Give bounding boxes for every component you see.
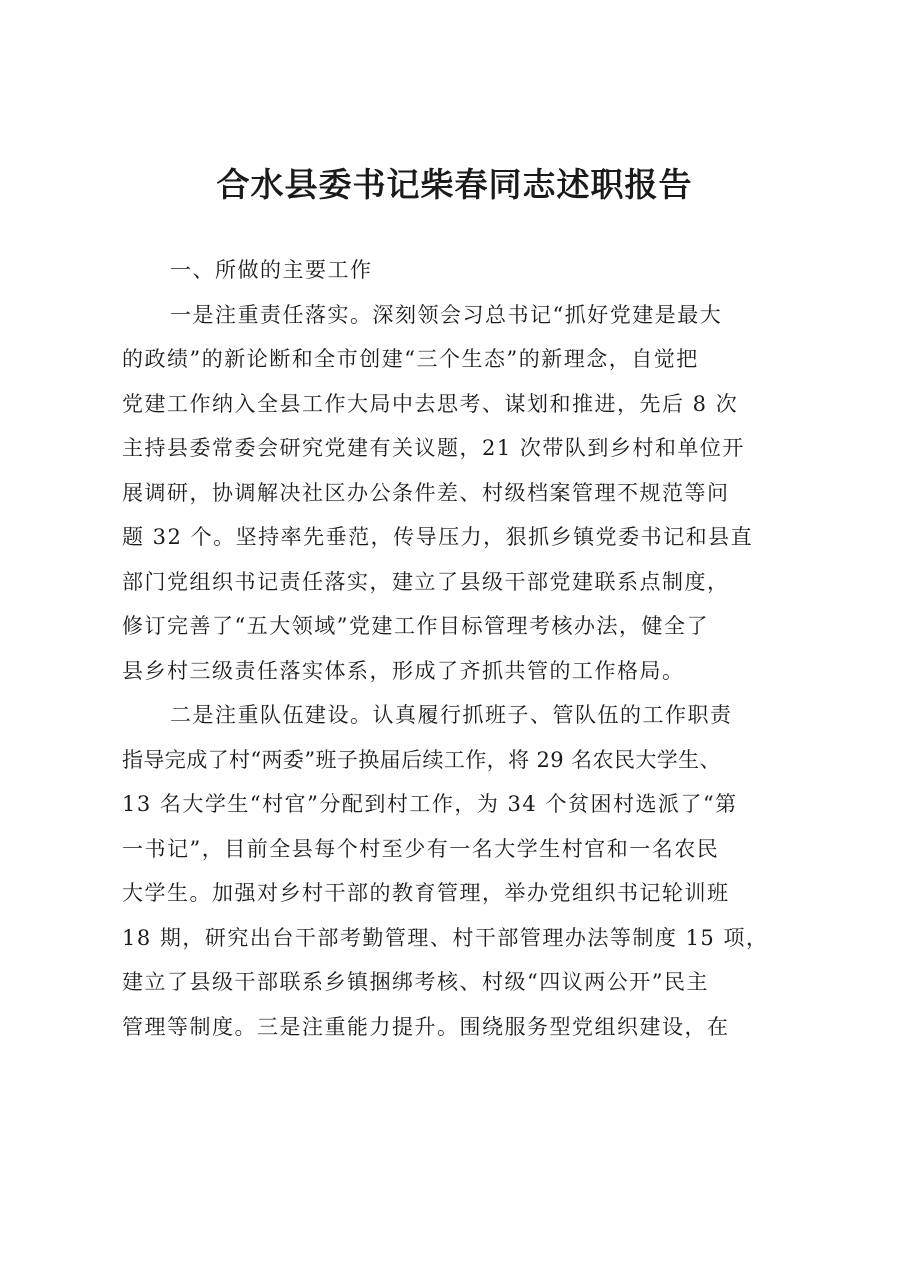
paragraph-line: 大学生。加强对乡村干部的教育管理，举办党组织书记轮训班 <box>122 881 730 905</box>
paragraph-line: 展调研，协调解决社区办公条件差、村级档案管理不规范等问 <box>122 480 730 505</box>
paragraph-line: 修订完善了“五大领域”党建工作目标管理考核办法，健全了 <box>122 614 709 638</box>
section-heading: 一、所做的主要工作 <box>170 258 373 282</box>
paragraph-line: 一是注重责任落实。深刻领会习总书记“抓好党建是最大 <box>170 302 723 327</box>
paragraph-line: 二是注重队伍建设。认真履行抓班子、管队伍的工作职责 <box>170 703 733 727</box>
paragraph-line: 管理等制度。三是注重能力提升。围绕服务型党组织建设，在 <box>122 1014 730 1039</box>
document-body <box>122 248 802 1049</box>
paragraph-line: 的政绩”的新论断和全市创建“三个生态”的新理念，自觉把 <box>122 347 699 371</box>
paragraph-line: 13 名大学生“村官”分配到村工作，为 34 个贫困村选派了“第 <box>122 792 738 816</box>
paragraph-line: 指导完成了村“两委”班子换届后续工作，将 29 名农民大学生、 <box>122 747 721 772</box>
document-title: 合水县委书记柴春同志述职报告 <box>216 165 693 204</box>
paragraph-line: 党建工作纳入全县工作大局中去思考、谋划和推进，先后 8 次 <box>122 391 739 416</box>
paragraph-line: 部门党组织书记责任落实，建立了县级干部党建联系点制度， <box>122 569 730 594</box>
paragraph-line: 县乡村三级责任落实体系，形成了齐抓共管的工作格局。 <box>122 658 685 683</box>
paragraph-line: 18 期，研究出台干部考勤管理、村干部管理办法等制度 15 项， <box>122 925 769 950</box>
paragraph-line: 一书记”，目前全县每个村至少有一名大学生村官和一名农民 <box>122 836 720 861</box>
paragraph-line: 主持县委常委会研究党建有关议题，21 次带队到乡村和单位开 <box>122 436 745 460</box>
paragraph-line: 题 32 个。坚持率先垂范，传导压力，狠抓乡镇党委书记和县直 <box>122 525 754 549</box>
paragraph-line: 建立了县级干部联系乡镇捆绑考核、村级“四议两公开”民主 <box>122 970 709 994</box>
